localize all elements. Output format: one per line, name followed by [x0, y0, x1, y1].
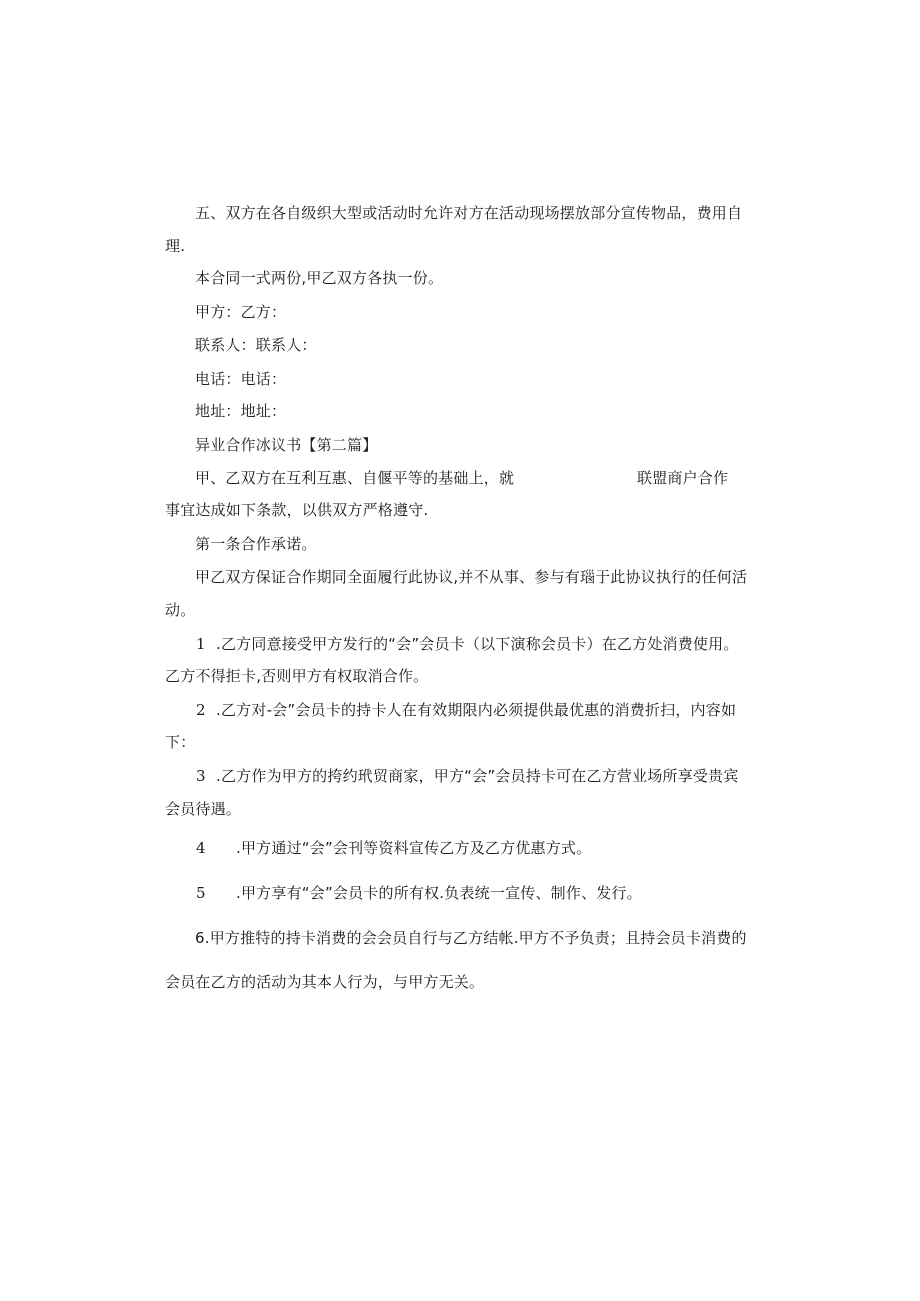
article-1-title: 第一条合作承诺。: [195, 535, 317, 553]
item-4-number: 4: [196, 839, 206, 857]
item-4-line-1: .甲方通过“会”会刊等资料宣传乙方及乙方优惠方式。: [236, 839, 592, 857]
copies-statement: 本合同一式两份,甲乙双方各执一份。: [195, 269, 444, 287]
section-title: 异业合作冰议书【第二篇】: [195, 436, 378, 454]
item-2-line-1: .乙方对-会”会员卡的持卡人在有效期限内必须提供最优惠的消费折扫，内容如: [216, 701, 737, 719]
signature-phones: 电话：电话：: [195, 370, 287, 388]
item-3-line-1: .乙方作为甲方的挎约玳贸商家，甲方“会”会员持卡可在乙方营业场所享受贵宾: [216, 767, 739, 785]
promise-line-1: 甲乙双方保证合作期同全面履行此协议,并不从事、参与有瑙于此协议执行的任何活: [195, 568, 748, 586]
signature-contacts: 联系人：联系人：: [195, 336, 317, 354]
intro-line-2: 事宜达成如下条款，以供双方严格遵守.: [165, 501, 429, 519]
item-6-line-2: 会员在乙方的活动为其本人行为，与甲方无关。: [165, 973, 485, 991]
intro-line-1-part-b: 联盟商户合作: [637, 469, 729, 487]
item-6-line-1: 6.甲方推特的持卡消费的会会员自行与乙方结帐.甲方不予负责；且持会员卡消费的: [195, 929, 747, 947]
item-2-number: 2: [196, 701, 206, 719]
item-5-number: 5: [196, 884, 206, 902]
intro-line-1-part-a: 甲、乙双方在互利互惠、自偃平等的基础上，就: [195, 469, 515, 487]
item-1-line-2: 乙方不得拒卡,否则甲方有权取消合作。: [165, 667, 429, 685]
promise-line-2: 动。: [165, 601, 196, 619]
paragraph-5-line-2: 理.: [165, 237, 186, 255]
item-1-number: 1: [196, 635, 206, 653]
signature-parties: 甲方：乙方：: [195, 303, 287, 321]
item-1-line-1: .乙方同意接受甲方发行的“会”会员卡（以下演称会员卡）在乙方处消费使用。: [216, 635, 739, 653]
item-3-number: 3: [196, 767, 206, 785]
item-5-line-1: .甲方享有“会”会员卡的所有权.负表统一宣传、制作、发行。: [236, 884, 642, 902]
signature-addresses: 地址：地址：: [195, 402, 287, 420]
item-3-line-2: 会员待遇。: [165, 800, 242, 818]
item-2-line-2: 下：: [165, 733, 196, 751]
paragraph-5-line-1: 五、双方在各自级织大型或活动时允许对方在活动现场摆放部分宣传物品，费用自: [195, 204, 743, 222]
